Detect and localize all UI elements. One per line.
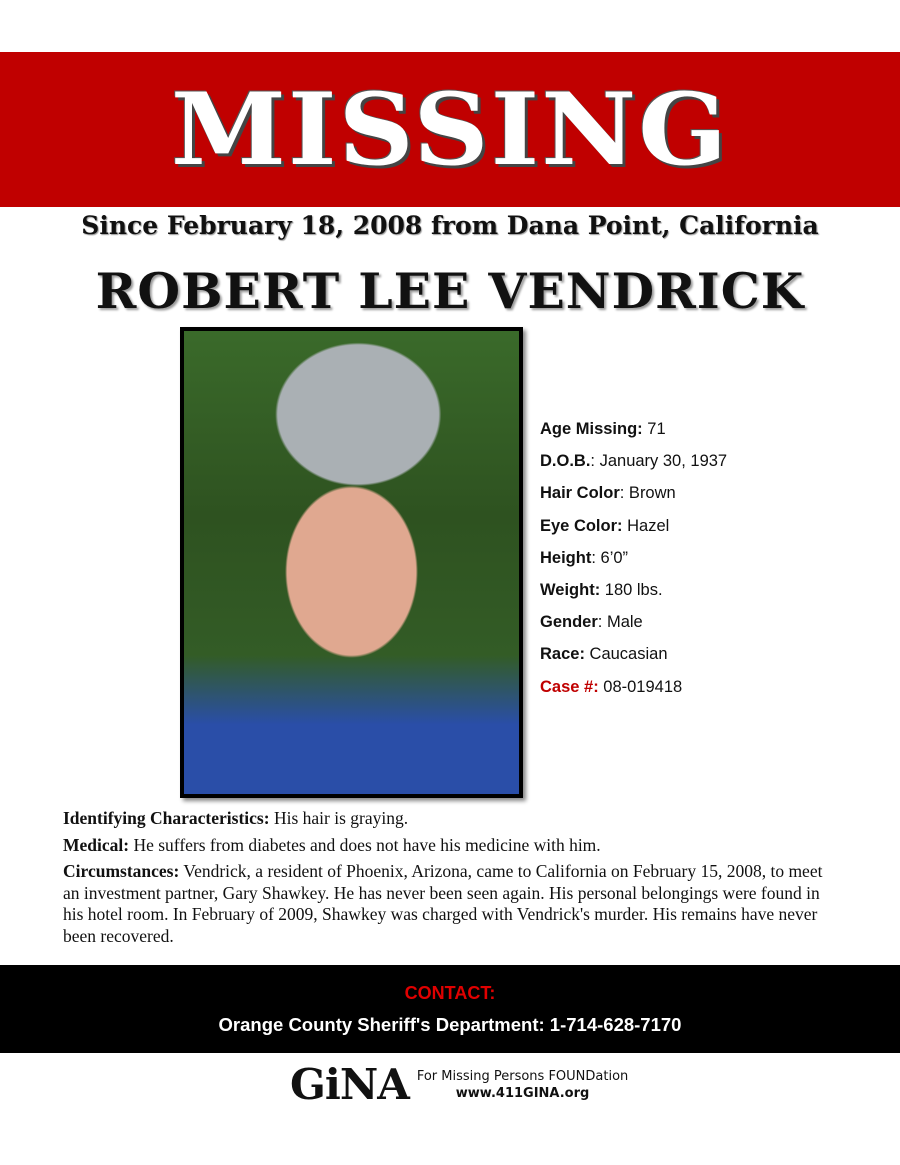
missing-banner [0,52,900,207]
contact-label: CONTACT: [404,983,496,1003]
fact-dob: D.O.B.: January 30, 1937 [540,452,728,471]
detail-identifying: Identifying Characteristics: His hair is graying. [63,808,409,828]
fact-case: Case #: 08-019418 [540,677,683,696]
gina-logo-mark: GiNA [290,1060,409,1109]
detail-circumstances: Circumstances: Vendrick, a resident of Phoenix, Arizona, came to California on February 15, 2008, to meet an investment partner, Gary Shawkey. He has never been seen again. His personal belongings were found in his hotel room. In February of 2009, Shawkey was charged with Vendrick's murder. His remains have never been recovered. [63,861,823,946]
fact-weight: Weight: 180 lbs. [540,580,663,599]
contact-org: Orange County Sheriff's Department: 1-714-628-7170 [218,1014,682,1035]
fact-height: Height: 6’0” [540,548,629,567]
detail-medical: Medical: He suffers from diabetes and does not have his medicine with him. [63,834,601,855]
missing-title: MISSING [170,71,730,188]
gina-logo [290,1060,628,1109]
person-name: ROBERT LEE VENDRICK [95,262,805,320]
fact-race: Race: Caucasian [540,645,668,664]
fact-gender: Gender: Male [540,613,643,632]
fact-eye: Eye Color: Hazel [540,516,670,535]
missing-since: Since February 18, 2008 from Dana Point, California [81,211,819,240]
contact-bar [0,965,900,1053]
details [63,808,843,952]
fact-age: Age Missing: 71 [540,420,666,438]
person-photo [180,327,523,798]
fact-hair: Hair Color: Brown [540,484,676,503]
gina-url[interactable]: www.411GINA.org [455,1085,590,1101]
facts-list [540,420,727,710]
gina-tagline: For Missing Persons FOUNDation [416,1068,629,1084]
